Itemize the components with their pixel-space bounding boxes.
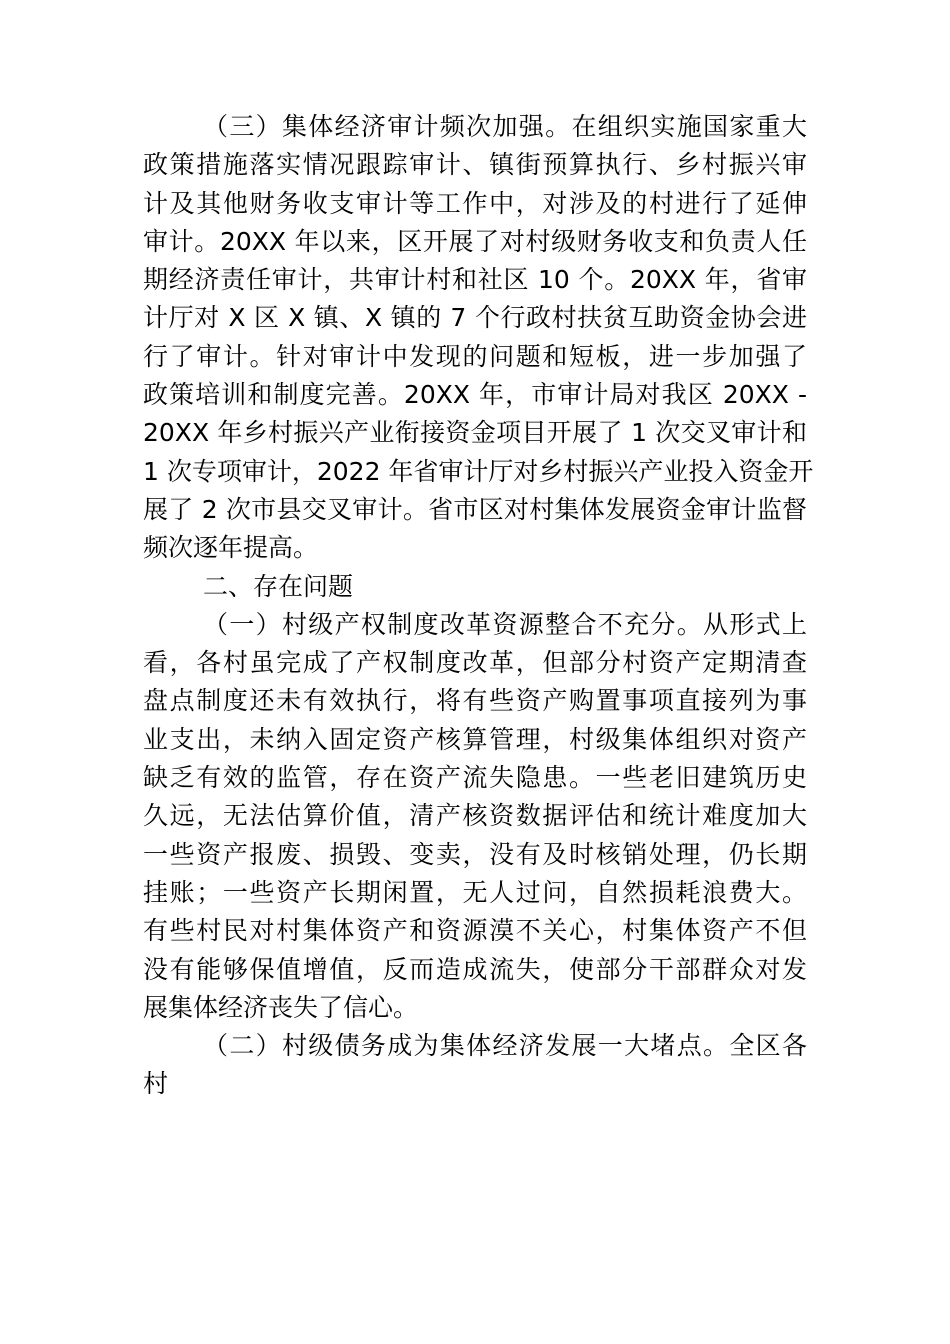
- paragraph-line: 久远，无法估算价值，清产核资数据评估和统计难度加大: [143, 801, 807, 831]
- paragraph-line: 频次逐年提高。: [143, 533, 319, 563]
- paragraph-line: 期经济责任审计，共审计村和社区 10 个。20XX 年，省审: [143, 265, 807, 295]
- paragraph-line: 村: [143, 1069, 169, 1099]
- paragraph-first-line: （二）村级债务成为集体经济发展一大堵点。全区各: [203, 1031, 807, 1061]
- paragraph-first-line: （一）村级产权制度改革资源整合不充分。从形式上: [203, 609, 807, 639]
- document-body: [143, 108, 814, 1104]
- paragraph-line: 挂账；一些资产长期闲置，无人过问，自然损耗浪费大。: [143, 877, 807, 907]
- paragraph-line: 20XX 年乡村振兴产业衔接资金项目开展了 1 次交叉审计和: [143, 418, 807, 448]
- paragraph-line: 有些村民对村集体资产和资源漠不关心，村集体资产不但: [143, 916, 807, 946]
- paragraph-line: 计厅对 X 区 X 镇、X 镇的 7 个行政村扶贫互助资金协会进: [143, 303, 807, 333]
- paragraph-line: 政策培训和制度完善。20XX 年，市审计局对我区 20XX -: [143, 380, 807, 410]
- paragraph-line: 行了审计。针对审计中发现的问题和短板，进一步加强了: [143, 341, 807, 371]
- paragraph-line: 展集体经济丧失了信心。: [143, 992, 419, 1022]
- paragraph-first-line: （三）集体经济审计频次加强。在组织实施国家重大: [203, 112, 807, 141]
- paragraph-line: 计及其他财务收支审计等工作中，对涉及的村进行了延伸: [143, 188, 807, 218]
- paragraph-line: 政策措施落实情况跟踪审计、镇街预算执行、乡村振兴审: [143, 150, 807, 180]
- paragraph-line: 展了 2 次市县交叉审计。省市区对村集体发展资金审计监督: [143, 494, 807, 524]
- paragraph-line: 一些资产报废、损毁、变卖，没有及时核销处理，仍长期: [143, 839, 807, 869]
- paragraph-line: 审计。20XX 年以来，区开展了对村级财务收支和负责人任: [143, 226, 807, 256]
- paragraph-line: 业支出，未纳入固定资产核算管理，村级集体组织对资产: [143, 724, 807, 754]
- paragraph-line: 盘点制度还未有效执行，将有些资产购置事项直接列为事: [143, 686, 807, 716]
- paragraph-line: 看，各村虽完成了产权制度改革，但部分村资产定期清查: [143, 648, 807, 678]
- paragraph-line: 没有能够保值增值，反而造成流失，使部分干部群众对发: [143, 954, 807, 984]
- paragraph-first-line: 二、存在问题: [203, 571, 354, 601]
- paragraph-line: 缺乏有效的监管，存在资产流失隐患。一些老旧建筑历史: [143, 763, 807, 793]
- paragraph-line: 1 次专项审计，2022 年省审计厅对乡村振兴产业投入资金开: [143, 456, 814, 486]
